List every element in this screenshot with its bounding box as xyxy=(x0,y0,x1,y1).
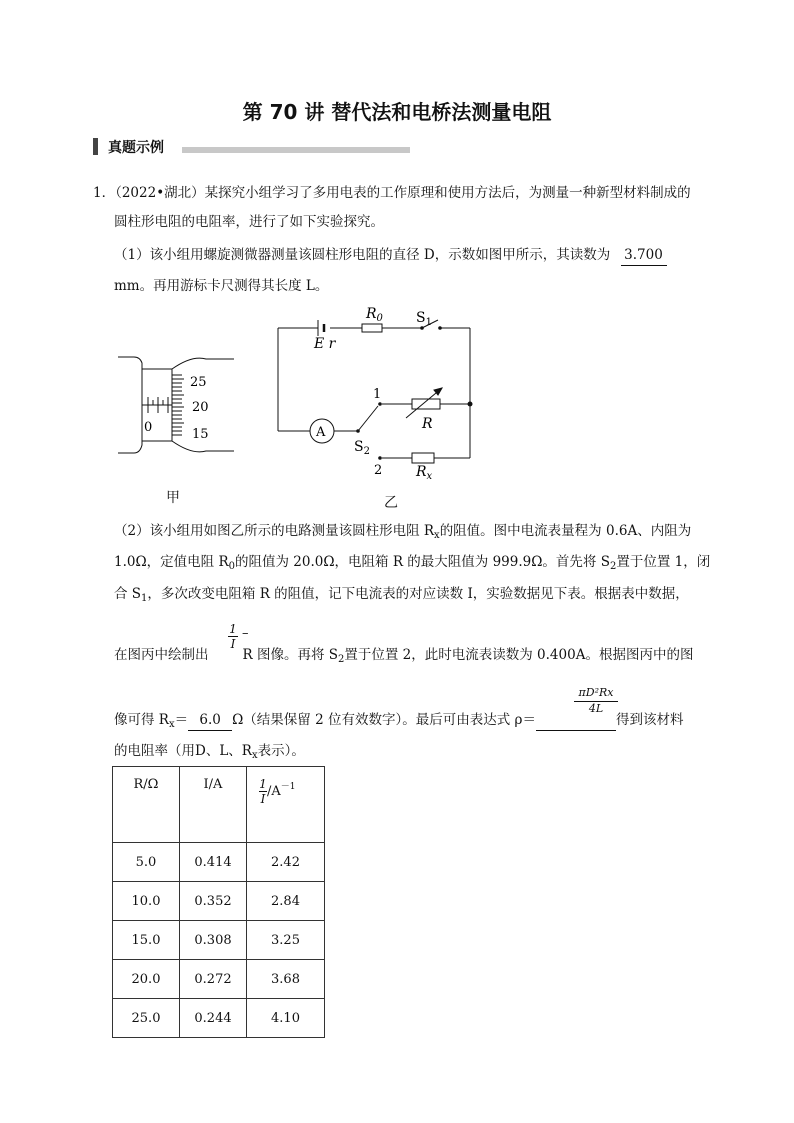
q1-part2-line4 xyxy=(114,645,693,670)
q1-part2-text-5a: 像可得 R xyxy=(114,712,169,728)
q1-part2-text-1a: （2）该小组用如图乙所示的电路测量该圆柱形电阻 R xyxy=(114,523,435,539)
q1-part2-text-5c: Ω（结果保留 2 位有效数字）。最后可由表达式 ρ＝ xyxy=(232,712,536,728)
q1-part1-line2: mm。再用游标卡尺测得其长度 L。 xyxy=(114,278,329,294)
sub-2b: 2 xyxy=(338,654,345,665)
q1-part2-text-4c: 置于位置 2，此时电流表读数为 0.400A。根据图丙中的图 xyxy=(344,647,694,663)
thimble-label-15: 15 xyxy=(192,427,209,442)
header-inv-i xyxy=(247,767,325,843)
resistor-rx xyxy=(412,453,434,463)
cell: 0.244 xyxy=(180,999,247,1038)
table-row xyxy=(113,843,325,882)
q1-part2-line3 xyxy=(114,584,689,609)
micrometer-left-edge xyxy=(118,357,142,453)
q1-part2-text-6a: 的电阻率（用D、L、R xyxy=(114,743,252,759)
section-divider xyxy=(182,147,410,153)
q1-part2-text-2b: 的阻值为 20.0Ω，电阻箱 R 的最大阻值为 999.9Ω。首先将 S xyxy=(235,554,610,570)
resistor-r0 xyxy=(362,324,382,332)
rho-numerator: πD²Rx xyxy=(578,686,614,699)
header-inv-i-unit: /A xyxy=(267,784,281,799)
q1-part2-text-4b: R 图像。再将 S xyxy=(242,647,338,663)
header-i: I/A xyxy=(180,767,247,843)
q1-line1 xyxy=(93,183,691,203)
cell: 25.0 xyxy=(113,999,180,1038)
table-row xyxy=(113,960,325,999)
thimble-label-25: 25 xyxy=(190,375,207,390)
cell: 5.0 xyxy=(113,843,180,882)
q1-part2-line6 xyxy=(114,741,305,766)
q1-line2: 圆柱形电阻的电阻率，进行了如下实验探究。 xyxy=(114,214,384,230)
sub-1: 1 xyxy=(141,593,148,604)
figure-yi-caption: 乙 xyxy=(384,495,398,511)
q1-part2-line2 xyxy=(114,552,710,577)
sub-x3: x xyxy=(251,750,258,761)
rheostat-r xyxy=(412,399,440,409)
section-marker xyxy=(93,138,98,155)
header-inv-i-sup: －1 xyxy=(280,782,296,792)
page-title: 第 70 讲 替代法和电桥法测量电阻 xyxy=(242,100,552,124)
sub-0: 0 xyxy=(228,561,235,572)
label-rx: $R_x$ xyxy=(416,464,433,482)
figure-jia-caption: 甲 xyxy=(166,490,180,506)
cell: 3.68 xyxy=(247,960,325,999)
q1-part2-text-2a: 1.0Ω，定值电阻 R xyxy=(114,554,229,570)
label-r: R xyxy=(422,416,433,432)
cell: 10.0 xyxy=(113,882,180,921)
q1-part1-text: （1）该小组用螺旋测微器测量该圆柱形电阻的直径 D，示数如图甲所示，其读数为 xyxy=(114,247,611,263)
table-row xyxy=(113,882,325,921)
answer-blank-rx: 6.0 xyxy=(188,710,232,731)
header-inv-i-den: I xyxy=(260,792,266,806)
cell: 0.352 xyxy=(180,882,247,921)
q1-part2-text-5b: ＝ xyxy=(174,712,189,728)
table-row xyxy=(113,921,325,960)
label-s1: $S_1$ xyxy=(416,310,432,328)
section-title: 真题示例 xyxy=(108,140,164,156)
q1-part2-line5 xyxy=(114,710,683,735)
cell: 0.414 xyxy=(180,843,247,882)
sub-x2: x xyxy=(168,719,175,730)
label-pos2: 2 xyxy=(374,463,383,478)
table-row xyxy=(113,999,325,1038)
frac-num: 1 xyxy=(229,622,237,636)
q1-part2-text-1b: 的阻值。图中电流表量程为 0.6A、内阻为 xyxy=(439,523,692,539)
cell: 2.84 xyxy=(247,882,325,921)
label-pos1: 1 xyxy=(373,387,382,402)
q1-part2-line1 xyxy=(114,521,691,546)
circuit-figure xyxy=(270,300,485,520)
cell: 3.25 xyxy=(247,921,325,960)
frac-dash: – xyxy=(242,626,249,641)
label-er: E r xyxy=(314,336,336,352)
micrometer-figure xyxy=(112,345,242,470)
table-header-row xyxy=(113,767,325,843)
sleeve-label-0: 0 xyxy=(144,420,153,435)
cell: 15.0 xyxy=(113,921,180,960)
rho-denominator: 4L xyxy=(574,701,618,715)
header-r: R/Ω xyxy=(113,767,180,843)
ammeter-label: A xyxy=(316,425,326,440)
cell: 0.272 xyxy=(180,960,247,999)
q1-part1-line1 xyxy=(114,245,667,266)
label-s2: $S_2$ xyxy=(354,439,370,457)
q1-number: 1． xyxy=(93,185,116,201)
q1-part2-text-2c: 置于位置 1，闭 xyxy=(616,554,711,570)
q1-part2-text-3a: 合 S xyxy=(114,586,142,602)
q1-part2-text-4a: 在图丙中绘制出 xyxy=(114,647,209,663)
q1-part2-text-3b: ，多次改变电阻箱 R 的阻值，记下电流表的对应读数 I，实验数据见下表。根据表中数据， xyxy=(147,586,689,602)
sub-2: 2 xyxy=(609,561,617,572)
switch-s2 xyxy=(358,406,378,431)
header-inv-i-num: 1 xyxy=(259,777,267,791)
q1-part2-text-6b: 表示）。 xyxy=(257,743,305,759)
sub-x: x xyxy=(434,530,440,541)
frac-den: I xyxy=(228,636,238,651)
answer-blank-diameter: 3.700 xyxy=(621,245,667,266)
q1-stem-1: （2022•湖北）某探究小组学习了多用电表的工作原理和使用方法后，为测量一种新型材料制成的 xyxy=(115,185,691,201)
cell: 0.308 xyxy=(180,921,247,960)
label-r0: $R_0$ xyxy=(366,306,383,324)
q1-part2-text-5d: 得到该材料 xyxy=(615,712,684,728)
cell: 2.42 xyxy=(247,843,325,882)
thimble-label-20: 20 xyxy=(192,400,209,415)
cell: 4.10 xyxy=(247,999,325,1038)
data-table xyxy=(112,766,325,1038)
cell: 20.0 xyxy=(113,960,180,999)
